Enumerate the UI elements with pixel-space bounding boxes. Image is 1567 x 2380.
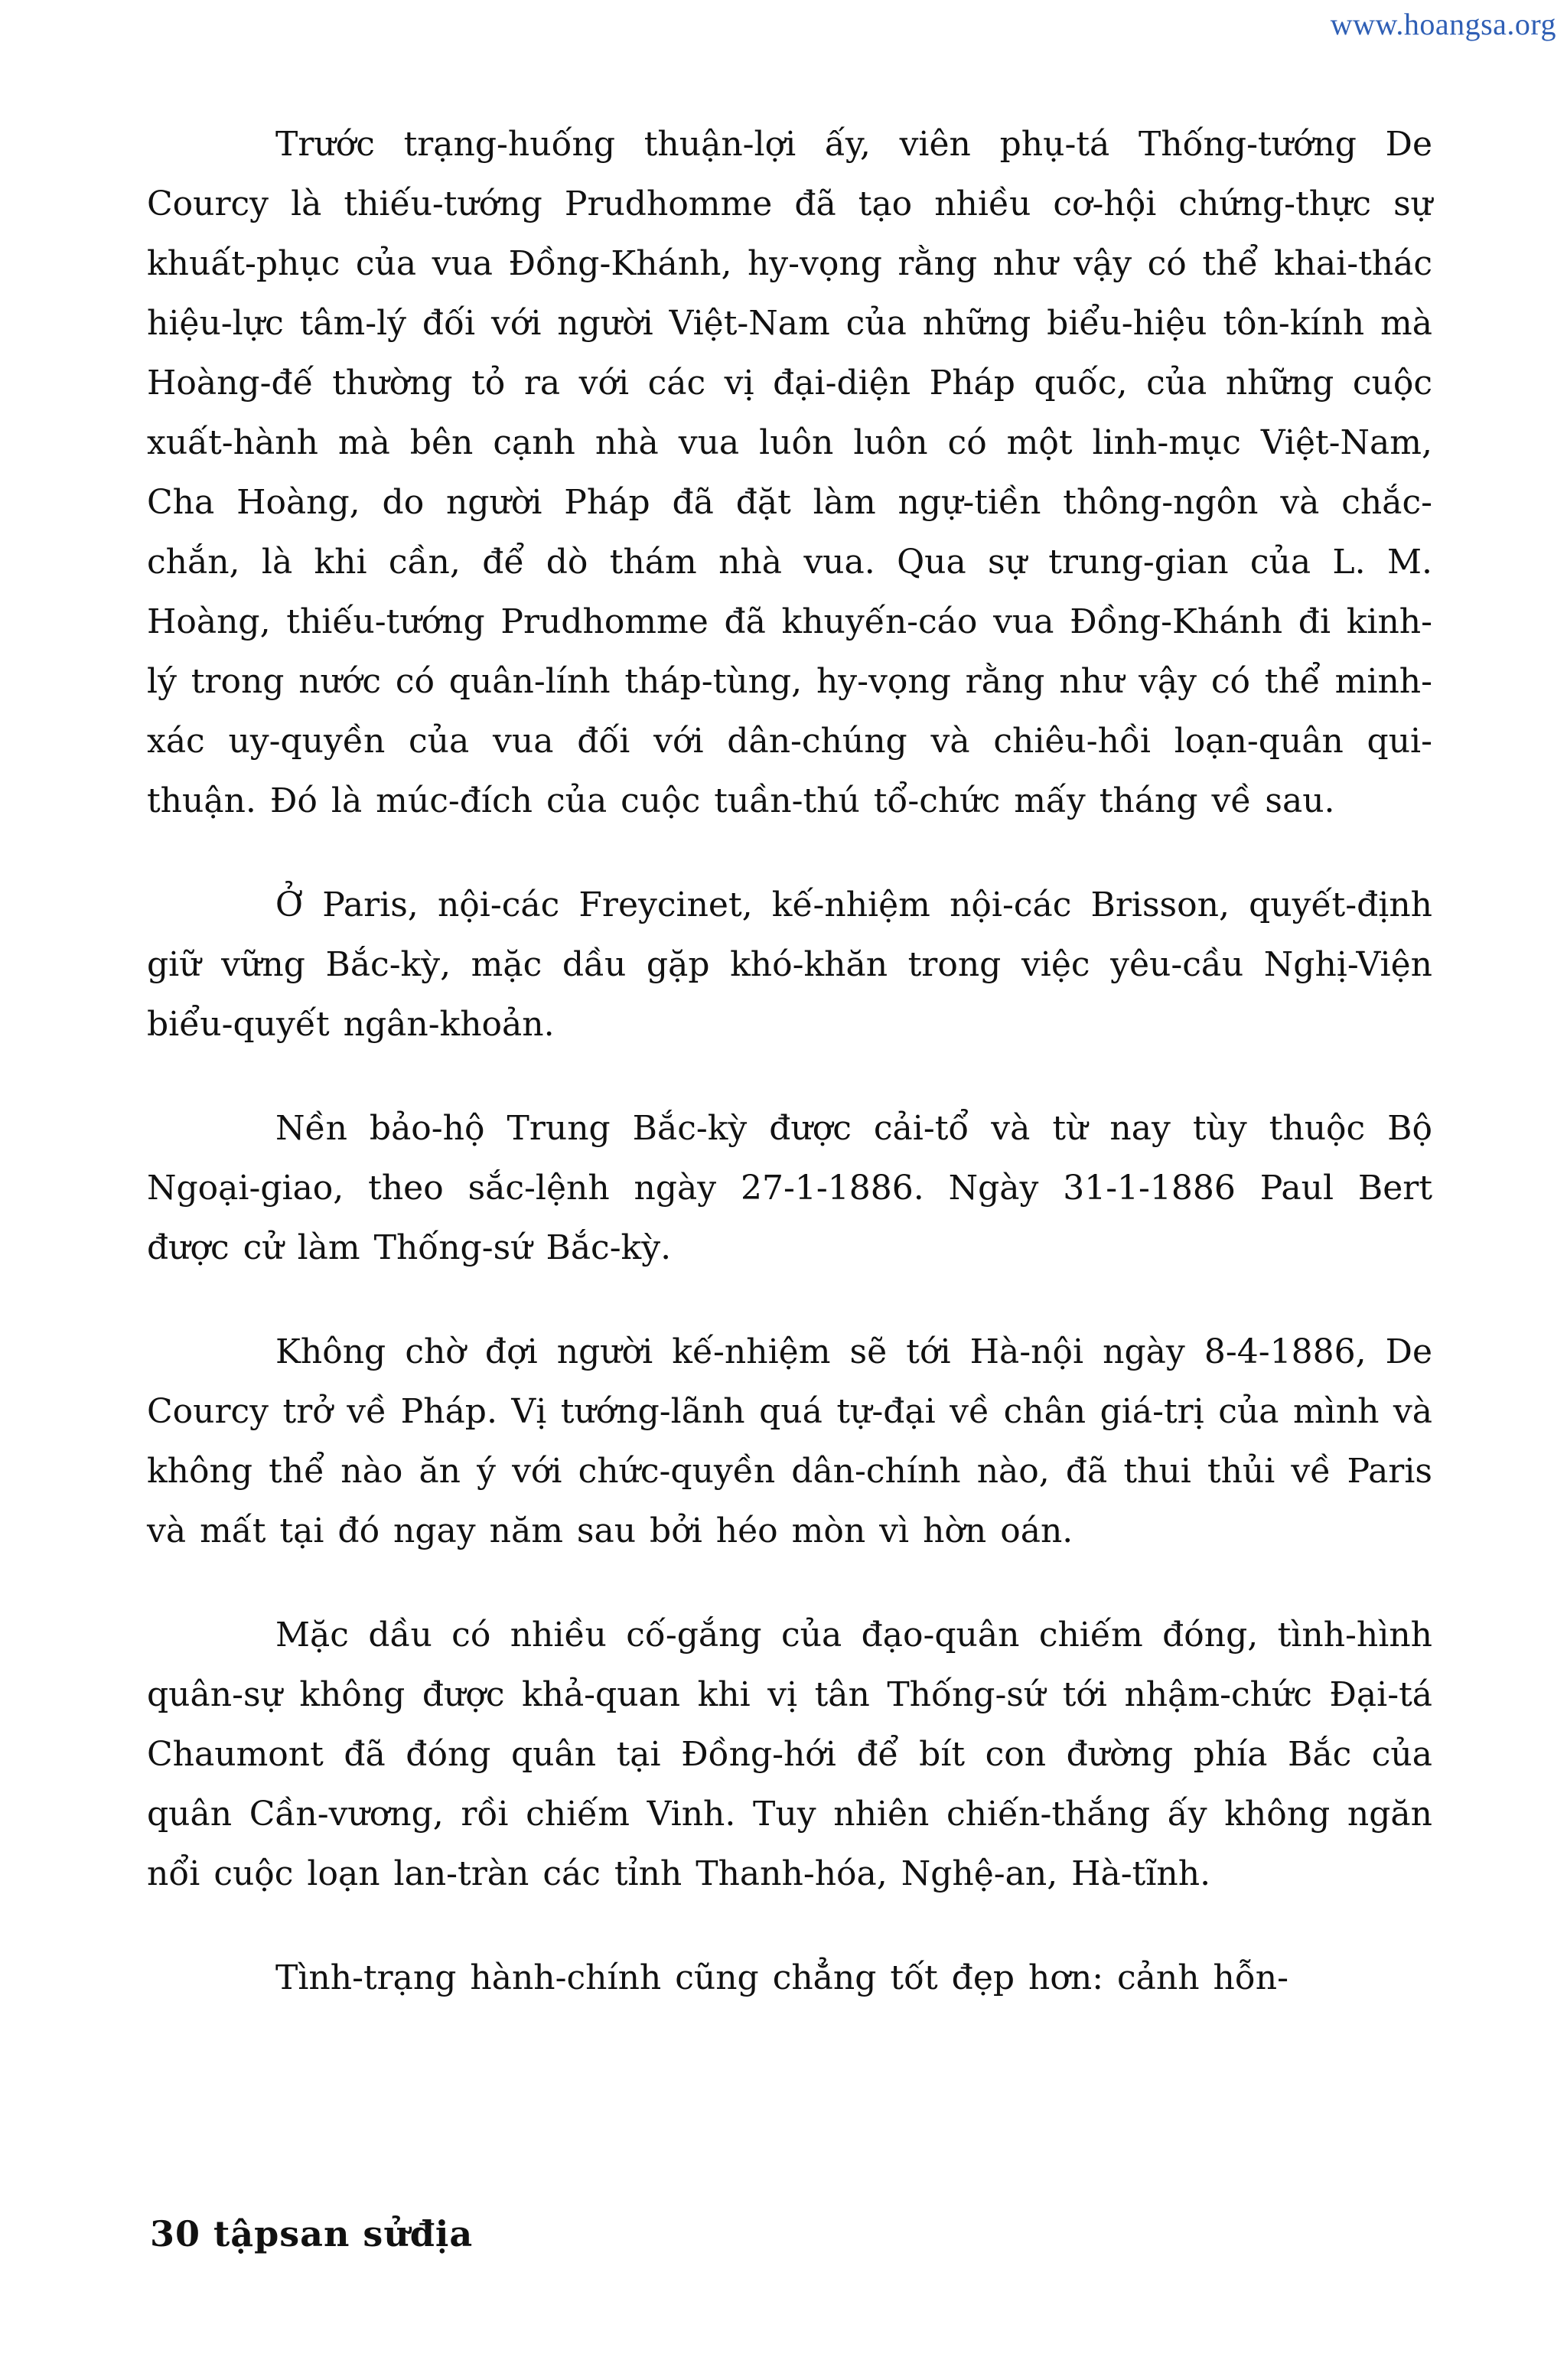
watermark-url: www.hoangsa.org <box>1330 7 1556 41</box>
paragraph-5: Mặc dầu có nhiều cố-gắng của đạo-quân chiếm đóng, tình-hình quân-sự không được khả-quan khi vị tân Thống-sứ tới nhậm-chức Đại-tá Chaumont đã đóng quân tại Đồng-hới để bít con đường phía Bắc của quân Cần-vương, rồi chiếm Vinh. Tuy nhiên chiến-thắng ấy không ngăn nổi cuộc loạn lan-tràn các tỉnh Thanh-hóa, Nghệ-an, Hà-tĩnh. <box>147 1615 1432 1893</box>
paragraph-2: Ở Paris, nội-các Freycinet, kế-nhiệm nội-các Brisson, quyết-định giữ vững Bắc-kỳ, mặc dầu gặp khó-khăn trong việc yêu-cầu Nghị-Viện biểu-quyết ngân-khoản. <box>147 885 1432 1044</box>
paragraph-1: Trước trạng-huống thuận-lợi ấy, viên phụ-tá Thống-tướng De Courcy là thiếu-tướng Prudhomme đã tạo nhiều cơ-hội chứng-thực sự khuất-phục của vua Đồng-Khánh, hy-vọng rằng như vậy có thể khai-thác hiệu-lực tâm-lý đối với người Việt-Nam của những biểu-hiệu tôn-kính mà Hoàng-đế thường tỏ ra với các vị đại-diện Pháp quốc, của những cuộc xuất-hành mà bên cạnh nhà vua luôn luôn có một linh-mục Việt-Nam, Cha Hoàng, do người Pháp đã đặt làm ngự-tiền thông-ngôn và chắc-chắn, là khi cần, để dò thám nhà vua. Qua sự trung-gian của L. M. Hoàng, thiếu-tướng Prudhomme đã khuyến-cáo vua Đồng-Khánh đi kinh-lý trong nước có quân-lính tháp-tùng, hy-vọng rằng như vậy có thể minh-xác uy-quyền của vua đối với dân-chúng và chiêu-hồi loạn-quân qui-thuận. Đó là múc-đích của cuộc tuần-thú tổ-chức mấy tháng về sau. <box>147 125 1432 820</box>
publication-name: tậpsan sửđịa <box>213 2213 474 2254</box>
paragraph-4: Không chờ đợi người kế-nhiệm sẽ tới Hà-nội ngày 8-4-1886, De Courcy trở về Pháp. Vị tướng-lãnh quá tự-đại về chân giá-trị của mình và không thể nào ăn ý với chức-quyền dân-chính nào, đã thui thủi về Paris và mất tại đó ngay năm sau bởi héo mòn vì hờn oán. <box>147 1332 1432 1550</box>
page-footer <box>150 2213 473 2254</box>
paragraph-3: Nền bảo-hộ Trung Bắc-kỳ được cải-tổ và từ nay tùy thuộc Bộ Ngoại-giao, theo sắc-lệnh ngày 27-1-1886. Ngày 31-1-1886 Paul Bert được cử làm Thống-sứ Bắc-kỳ. <box>147 1109 1432 1267</box>
page-body <box>147 115 1432 2052</box>
paragraph-6: Tình-trạng hành-chính cũng chẳng tốt đẹp hơn: cảnh hỗn- <box>275 1958 1289 1997</box>
page-number: 30 <box>150 2213 201 2254</box>
